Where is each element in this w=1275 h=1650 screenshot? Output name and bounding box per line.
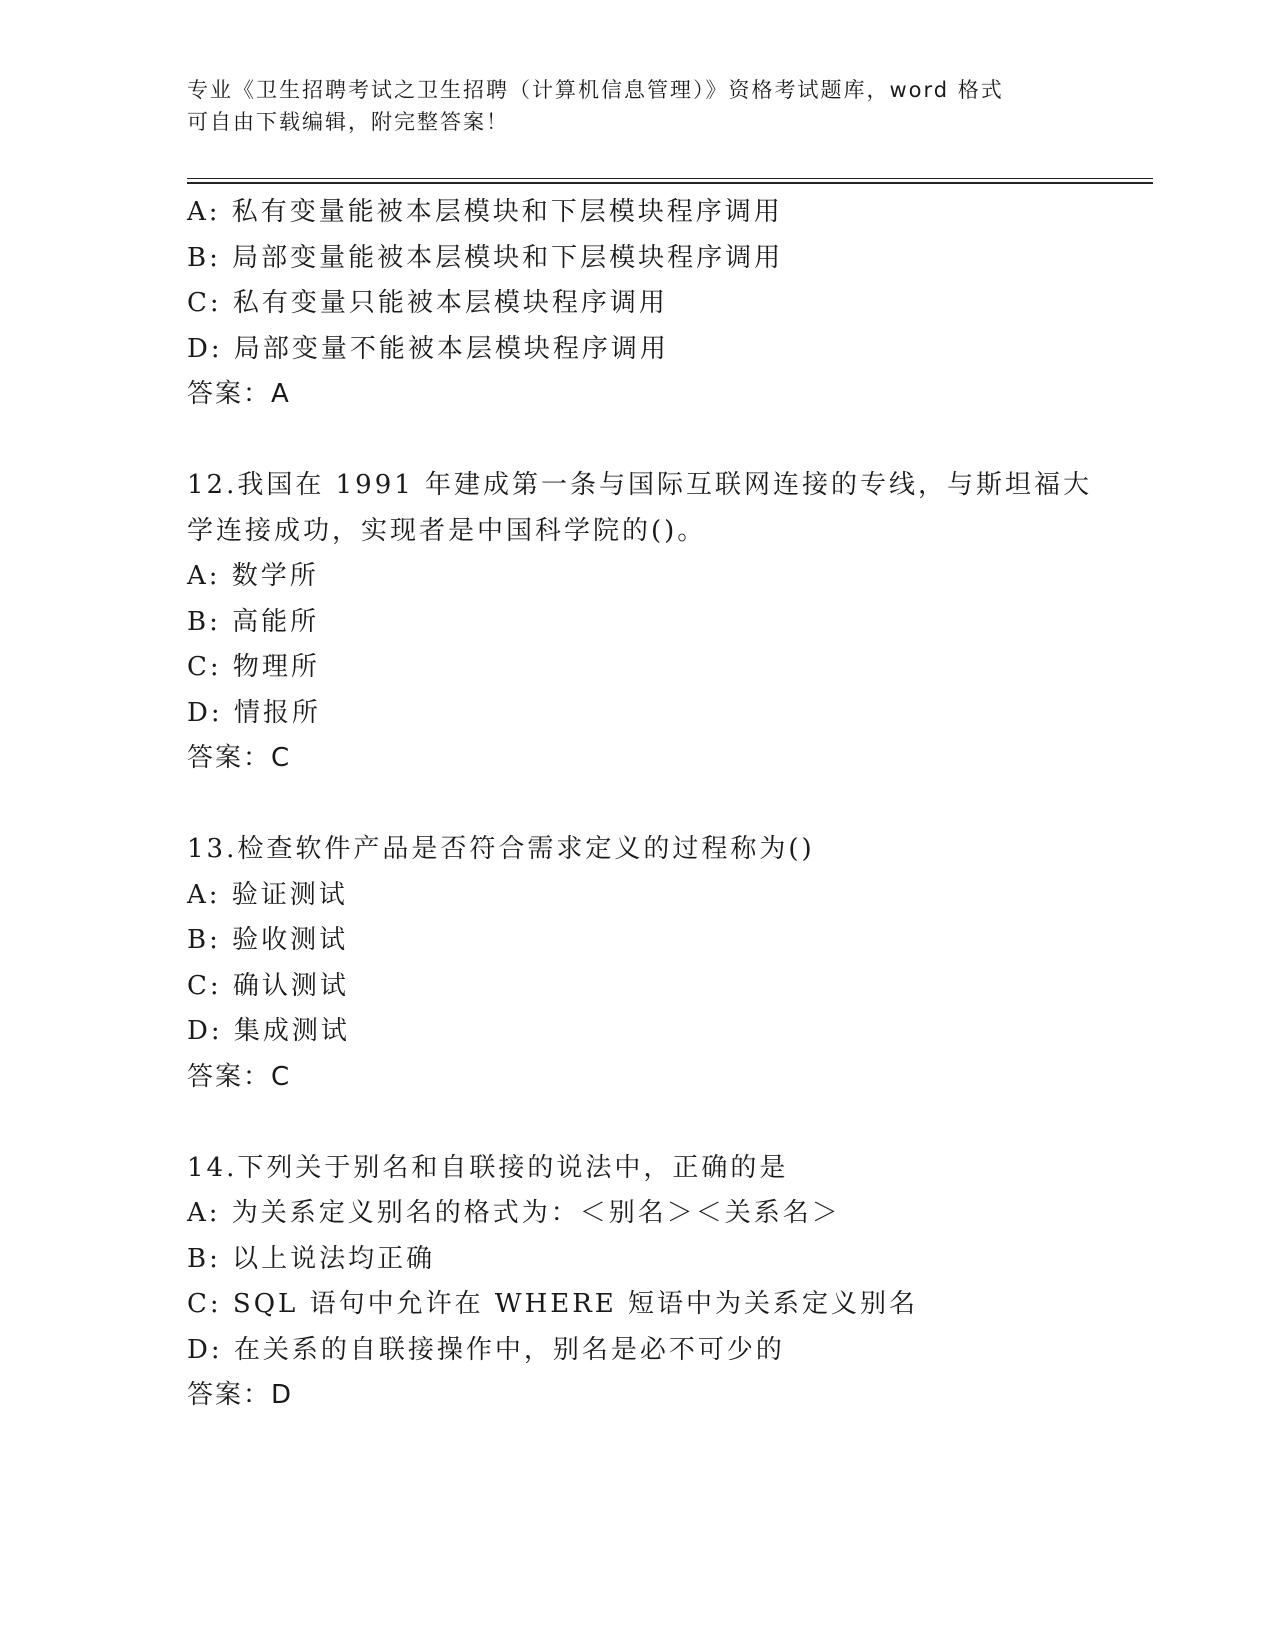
option-d: D: 集成测试 <box>187 1016 350 1046</box>
option-c: C: 物理所 <box>187 652 320 682</box>
question-content <box>187 190 1093 1419</box>
header-line-1: 专业《卫生招聘考试之卫生招聘（计算机信息管理）》资格考试题库，word 格式 <box>187 78 1004 102</box>
spacer <box>187 418 1087 464</box>
question-11 <box>187 190 1087 418</box>
option-c: C: 确认测试 <box>187 970 349 1001</box>
question-stem: 13.检查软件产品是否符合需求定义的过程称为() <box>187 834 815 864</box>
answer: 答案：A <box>187 379 291 409</box>
option-d: D: 在关系的自联接操作中，别名是必不可少的 <box>187 1334 785 1365</box>
option-a: A: 验证测试 <box>187 879 348 910</box>
option-a: A: 为关系定义别名的格式为：＜别名＞＜关系名＞ <box>187 1198 841 1228</box>
header-divider-thin <box>187 178 1153 179</box>
answer: 答案：C <box>187 1061 292 1092</box>
option-b: B: 局部变量能被本层模块和下层模块程序调用 <box>187 242 784 273</box>
question-13 <box>187 827 1087 1100</box>
option-a: A: 数学所 <box>187 561 319 591</box>
option-c: C: 私有变量只能被本层模块程序调用 <box>187 288 668 318</box>
option-b: B: 高能所 <box>187 606 320 637</box>
question-stem-continued: 学连接成功，实现者是中国科学院的()。 <box>187 515 707 546</box>
option-d: D: 情报所 <box>187 697 321 728</box>
document-header <box>187 74 1087 138</box>
header-line-2: 可自由下载编辑，附完整答案！ <box>187 110 509 134</box>
option-b: B: 验收测试 <box>187 925 349 955</box>
answer: 答案：D <box>187 1380 294 1410</box>
question-12 <box>187 463 1093 782</box>
question-stem: 12.我国在 1991 年建成第一条与国际互联网连接的专线，与斯坦福大 <box>187 470 1093 500</box>
spacer <box>187 782 1087 828</box>
option-c: C: SQL 语句中允许在 WHERE 短语中为关系定义别名 <box>187 1289 919 1319</box>
option-a: A: 私有变量能被本层模块和下层模块程序调用 <box>187 197 783 227</box>
option-d: D: 局部变量不能被本层模块程序调用 <box>187 333 669 364</box>
spacer <box>187 1100 1087 1146</box>
question-stem: 14.下列关于别名和自联接的说法中，正确的是 <box>187 1152 789 1183</box>
header-divider-thick <box>187 182 1153 184</box>
question-14 <box>187 1146 1087 1419</box>
option-b: B: 以上说法均正确 <box>187 1243 436 1274</box>
answer: 答案：C <box>187 743 292 773</box>
